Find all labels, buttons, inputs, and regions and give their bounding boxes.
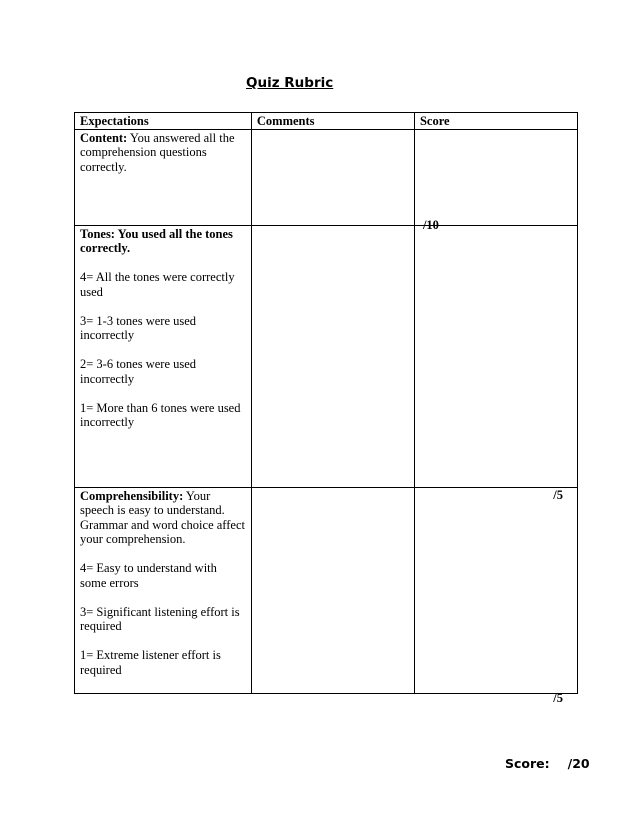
criterion-title: Comprehensibility: [80, 488, 184, 503]
comments-cell-comprehensibility[interactable] [251, 487, 414, 693]
criterion-title: Content: [80, 130, 128, 145]
score-max-tones: /5 [553, 487, 563, 502]
score-cell-content[interactable] [414, 129, 577, 232]
comments-cell-tones[interactable] [251, 225, 414, 487]
level-descriptor: 4= All the tones were correctly used [80, 270, 235, 299]
total-score-value: /20 [567, 756, 590, 771]
score-max-content: /10 [422, 217, 439, 232]
table-row [75, 129, 578, 225]
level-descriptor: 1= Extreme listener effort is required [80, 648, 221, 677]
expectation-cell-tones [75, 225, 252, 487]
expectation-cell-comprehensibility [75, 487, 252, 693]
score-cell-comprehensibility[interactable] [414, 487, 577, 705]
total-score-label: Score: [505, 756, 550, 771]
level-descriptor: 3= Significant listening effort is required [80, 604, 240, 633]
score-cell-tones[interactable] [414, 225, 577, 502]
level-descriptor: 3= 1-3 tones were used incorrectly [80, 313, 197, 342]
criterion-title: Tones: You used all the tones correctly. [80, 226, 233, 255]
header-comments: Comments [251, 113, 414, 130]
level-descriptor: 2= 3-6 tones were used incorrectly [80, 357, 197, 386]
criterion-text: Your speech is easy to understand. Grammar and word choice affect your comprehension. [80, 488, 245, 546]
level-descriptor: 1= More than 6 tones were used incorrectly [80, 400, 241, 429]
score-max-comprehensibility: /5 [553, 690, 563, 705]
comments-cell-content[interactable] [251, 129, 414, 225]
header-score: Score [414, 113, 577, 130]
rubric-table [74, 112, 578, 705]
header-expectations: Expectations [75, 113, 252, 130]
criterion-text: You answered all the comprehension questions correctly. [80, 130, 235, 174]
page-title: Quiz Rubric [246, 75, 334, 91]
criterion-description [80, 131, 246, 175]
table-row [75, 487, 578, 693]
expectation-cell-content [75, 129, 252, 225]
level-descriptor: 4= Easy to understand with some errors [80, 561, 217, 590]
table-header-row [75, 113, 578, 130]
criterion-description [80, 489, 246, 547]
table-row [75, 225, 578, 487]
total-score [505, 756, 590, 771]
